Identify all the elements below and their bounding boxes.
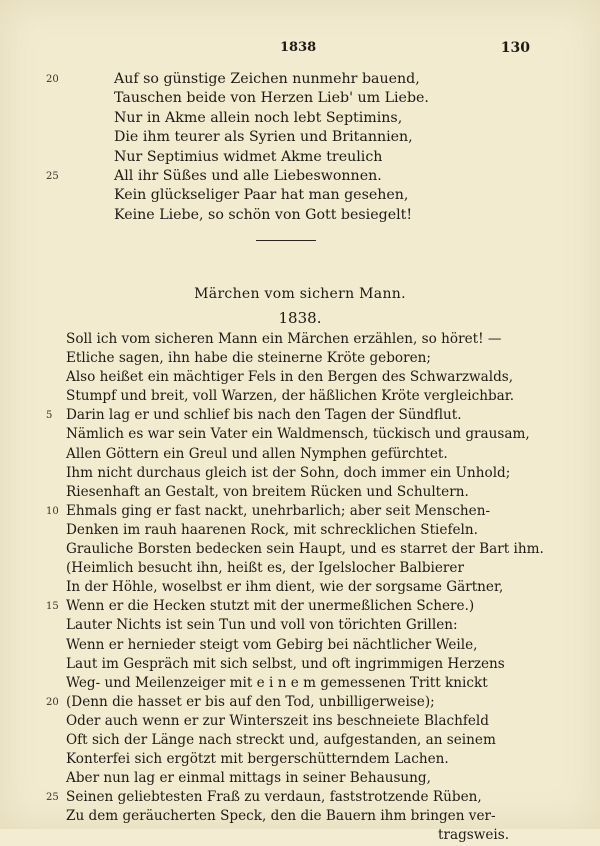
verse-text: Kein glückseliger Paar hat man gesehen, (114, 187, 409, 204)
verse-text: Konterfei sich ergötzt mit bergerschütterndem Lachen. (66, 751, 449, 768)
verse-line (114, 128, 544, 147)
verse-text: Auf so günstige Zeichen nunmehr bauend, (114, 71, 420, 87)
verse-text: Weg- und Meilenzeiger mit e i n e m gemessenen Tritt knickt (66, 674, 488, 691)
verse-text: Laut im Gespräch mit sich selbst, und oft ingrimmigen Herzens (66, 655, 505, 672)
verse-line (66, 387, 571, 406)
verse-line (46, 167, 544, 186)
verse-line (114, 186, 544, 205)
verse-line (66, 349, 571, 368)
verse-text: Allen Göttern ein Greul und allen Nymphen gefürchtet. (66, 445, 448, 462)
line-number: 20 (46, 74, 59, 85)
verse-text: Grauliche Borsten bedecken sein Haupt, und es starret der Bart ihm. (66, 541, 544, 558)
line-number: 10 (46, 505, 59, 517)
poem-year: 1838. (278, 309, 322, 327)
verse-line (46, 693, 571, 712)
verse-text: Zu dem geräucherten Speck, den die Bauern ihm bringen ver- (66, 808, 496, 825)
verse-line (66, 368, 571, 387)
verse-line (66, 425, 571, 444)
verse-text: Riesenhaft an Gestalt, von breitem Rücken und Schultern. (66, 483, 469, 500)
verse-line (66, 578, 571, 597)
verse-text: Keine Liebe, so schön von Gott besiegelt! (114, 206, 413, 223)
verse-text: Aber nun lag er einmal mittags in seiner Behausung, (66, 770, 431, 787)
verse-line (66, 674, 571, 693)
line-number: 25 (46, 792, 59, 804)
verse-line (66, 769, 571, 788)
verse-line (46, 502, 571, 521)
section-divider (256, 240, 316, 241)
line-number: 15 (46, 601, 59, 613)
verse-line (114, 109, 544, 128)
previous-poem-ending (46, 70, 544, 225)
verse-line (66, 521, 571, 540)
verse-text: Ihm nicht durchaus gleich ist der Sohn, doch immer ein Unhold; (66, 464, 511, 481)
verse-text: Tauschen beide von Herzen Lieb' um Liebe. (114, 90, 429, 107)
running-head-year: 1838 (280, 40, 317, 55)
page-number: 130 (500, 40, 530, 56)
line-number: 5 (46, 410, 53, 422)
verse-line (66, 464, 571, 483)
verse-line (46, 597, 571, 616)
line-number: 20 (46, 696, 59, 708)
verse-line (114, 148, 544, 167)
verse-text: Stumpf und breit, voll Warzen, der häßlichen Kröte vergleichbar. (66, 388, 515, 405)
verse-text: Soll ich vom sicheren Mann ein Märchen erzählen, so höret! — (66, 331, 502, 347)
verse-text: In der Höhle, woselbst er ihm dient, wie der sorgsame Gärtner, (66, 579, 504, 596)
verse-line (66, 731, 571, 750)
verse-continuation: tragsweis. (438, 827, 510, 844)
running-head (0, 40, 600, 60)
verse-text: Nur in Akme allein noch lebt Septimins, (114, 109, 403, 126)
verse-text: Oft sich der Länge nach streckt und, aufgestanden, an seinem (66, 731, 496, 748)
verse-line (46, 406, 571, 425)
verse-text: Nur Septimius widmet Akme treulich (114, 148, 383, 165)
line-number: 25 (46, 171, 59, 183)
verse-line (114, 89, 544, 108)
verse-text: Nämlich es war sein Vater ein Waldmensch, tückisch und grausam, (66, 426, 530, 443)
verse-text: Etliche sagen, ihn habe die steinerne Kröte geboren; (66, 350, 431, 367)
verse-text: Also heißet ein mächtiger Fels in den Bergen des Schwarzwalds, (66, 369, 514, 386)
poem-title: Märchen vom sichern Mann. (194, 286, 406, 302)
verse-line (66, 750, 571, 769)
verse-line (66, 330, 571, 349)
verse-text: Seinen geliebtesten Fraß zu verdaun, faststrotzende Rüben, (66, 789, 482, 806)
verse-line (66, 445, 571, 464)
verse-text: Wenn er die Hecken stutzt mit der unermeßlichen Schere.) (66, 598, 475, 615)
verse-line (66, 712, 571, 731)
verse-text: Ehmals ging er fast nackt, unehrbarlich; aber seit Menschen- (66, 502, 491, 519)
verse-line (66, 540, 571, 559)
verse-line (66, 807, 571, 826)
verse-line (66, 655, 571, 674)
verse-text: Lauter Nichts ist sein Tun und voll von törichten Grillen: (66, 617, 458, 634)
verse-text: Oder auch wenn er zur Winterszeit ins beschneiete Blachfeld (66, 712, 489, 729)
verse-line (114, 206, 544, 225)
verse-text: (Heimlich besucht ihn, heißt es, der Igelslocher Balbierer (66, 560, 464, 577)
verse-line (46, 788, 571, 807)
verse-line (46, 70, 544, 89)
verse-text: Darin lag er und schlief bis nach den Tagen der Sündflut. (66, 407, 462, 424)
verse-line (66, 636, 571, 655)
verse-text: Denken im rauh haarenen Rock, mit schrecklichen Stiefeln. (66, 521, 478, 538)
verse-line (66, 559, 571, 578)
poem-body (46, 330, 571, 846)
verse-text: All ihr Süßes und alle Liebeswonnen. (114, 168, 382, 185)
verse-text: (Denn die hasset er bis auf den Tod, unbilligerweise); (66, 693, 435, 710)
verse-text: Die ihm teurer als Syrien und Britannien, (114, 129, 413, 146)
verse-line (66, 616, 571, 635)
verse-text: Wenn er hernieder steigt vom Gebirg bei nächtlicher Weile, (66, 636, 478, 653)
verse-line (66, 483, 571, 502)
